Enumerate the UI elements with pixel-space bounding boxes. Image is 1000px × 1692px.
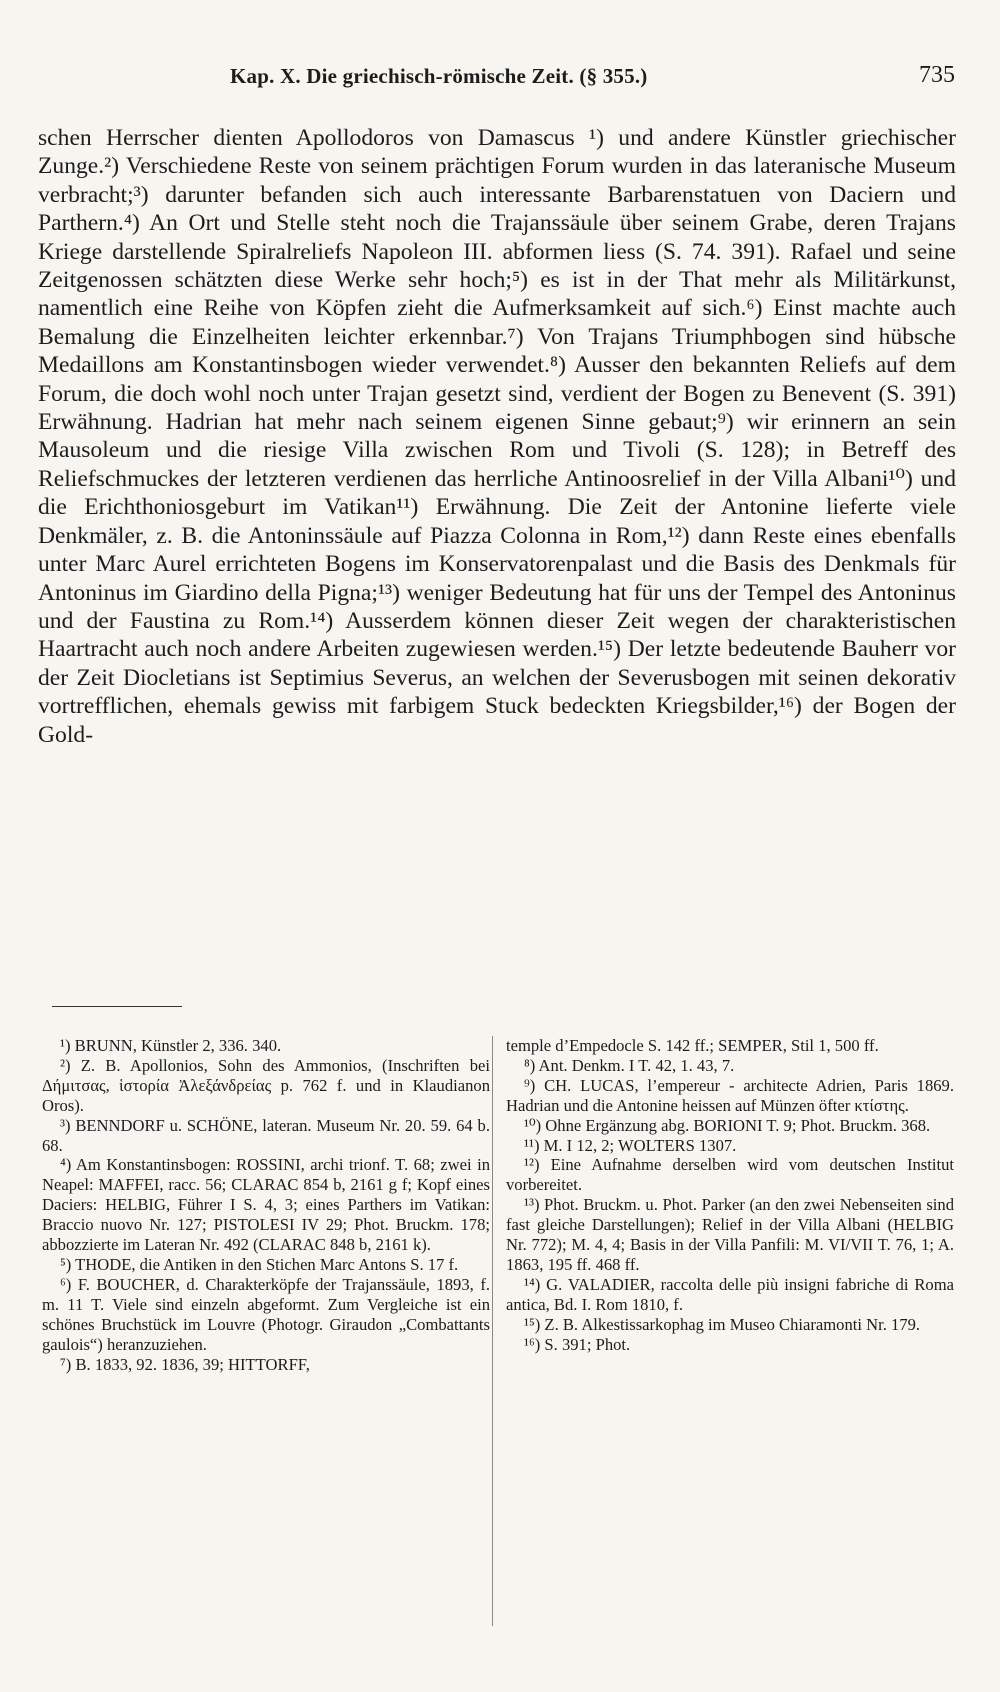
footnote-16: ¹⁶) S. 391; Phot. [524, 1334, 631, 1354]
footnote-9: ⁹) CH. LUCAS, l’empereur - architecte Adrien, Paris 1869. Hadrian und die Antonine heissen auf Münzen öfter κτίστης. [506, 1075, 954, 1115]
footnote-7: ⁷) B. 1833, 92. 1836, 39; HITTORFF, [60, 1354, 310, 1374]
footnote-12: ¹²) Eine Aufnahme derselben wird vom deutschen Institut vorbereitet. [506, 1155, 954, 1195]
footnotes-right-column [506, 1036, 954, 1355]
running-head: Kap. X. Die griechisch-römische Zeit. (§ 355.) [230, 64, 648, 88]
footnote-1: ¹) BRUNN, Künstler 2, 336. 340. [60, 1036, 282, 1055]
page-number: 735 [919, 62, 955, 88]
main-paragraph: schen Herrscher dienten Apollodoros von Damascus ¹) und andere Künstler griechischer Zunge.²) Verschiedene Reste von seinem prächtigen Forum wurden in das lateranische Museum verbracht;³) darunter befanden sich auch interessante Barbarenstatuen von Daciern und Parthern.⁴) An Ort und Stelle steht noch die Trajanssäule über seinem Grabe, deren Trajans Kriege darstellende Spiralreliefs Napoleon III. abformen liess (S. 74. 391). Rafael und seine Zeitgenossen schätzten diese Werke sehr hoch;⁵) es ist in der That mehr als Militärkunst, namentlich eine Reihe von Köpfen zieht die Aufmerksamkeit auf sich.⁶) Einst machte auch Bemalung die Einzelheiten leichter erkennbar.⁷) Von Trajans Triumphbogen sind hübsche Medaillons am Konstantinsbogen wieder verwendet.⁸) Ausser den bekannten Reliefs auf dem Forum, die doch wohl noch unter Trajan gesetzt sind, verdient der Bogen zu Benevent (S. 391) Erwähnung. Hadrian hat mehr nach seinem eigenen Sinne gebaut;⁹) wir erinnern an sein Mausoleum und die riesige Villa zwischen Rom und Tivoli (S. 128); in Betreff des Reliefschmuckes der letzteren verdienen das herrliche Antinoosrelief in der Villa Albani¹⁰) und die Erichthoniosgeburt im Vatikan¹¹) Erwähnung. Die Zeit der Antonine lieferte viele Denkmäler, z. B. die Antoninssäule auf Piazza Colonna in Rom,¹²) dann Reste eines ebenfalls unter Marc Aurel errichteten Bogens im Konservatorenpalast und die Basis des Denkmals für Antoninus im Giardino della Pigna;¹³) weniger Bedeutung hat für uns der Tempel des Antoninus und der Faustina zu Rom.¹⁴) Ausserdem können dieser Zeit wegen der charakteristischen Haartracht auch noch andere Arbeiten zugewiesen werden.¹⁵) Der letzte bedeutende Bauherr vor der Zeit Diocletians ist Septimius Severus, an welchen der Severusbogen mit seinen dekorativ vortrefflichen, ehemals gewiss mit farbigem Stuck bedeckten Kriegsbilder,¹⁶) der Bogen der Gold- [38, 125, 956, 748]
footnote-15: ¹⁵) Z. B. Alkestissarkophag im Museo Chiaramonti Nr. 179. [524, 1314, 921, 1334]
footnote-2: ²) Z. B. Apollonios, Sohn des Ammonios, (Inschriften bei Δήμιτσας, ἱστορία Ἀλεξάνδρείας p. 762 f. und in Klaudianon Oros). [42, 1055, 490, 1115]
footnote-14: ¹⁴) G. VALADIER, raccolta delle più insigni fabriche di Roma antica, Bd. I. Rom 1810, f. [506, 1274, 954, 1314]
footnote-10: ¹⁰) Ohne Ergänzung abg. BORIONI T. 9; Phot. Bruckm. 368. [524, 1115, 931, 1135]
footnote-5: ⁵) THODE, die Antiken in den Stichen Marc Antons S. 17 f. [60, 1254, 459, 1274]
footnote-8: ⁸) Ant. Denkm. I T. 42, 1. 43, 7. [524, 1055, 735, 1075]
footnote-separator [52, 1006, 182, 1007]
footnote-11: ¹¹) M. I 12, 2; WOLTERS 1307. [524, 1135, 737, 1155]
page-header [38, 62, 958, 102]
footnote-13: ¹³) Phot. Bruckm. u. Phot. Parker (an den zwei Nebenseiten sind fast gleiche Darstellungen); Relief in der Villa Albani (HELBIG Nr. 772); M. 4, 4; Basis in der Villa Panfili: M. VI/VII T. 76, 1; A. 1863, 195 ff. 468 ff. [506, 1195, 954, 1274]
footnote-6: ⁶) F. BOUCHER, d. Charakterköpfe der Trajanssäule, 1893, f. m. 11 T. Viele sind einzeln abgeformt. Zum Vergleiche ist ein schönes Bruchstück im Louvre (Photogr. Giraudon „Combattants gaulois“) heranzuziehen. [42, 1274, 490, 1354]
footnote-7-continued: temple d’Empedocle S. 142 ff.; SEMPER, Stil 1, 500 ff. [506, 1036, 879, 1055]
footnote-3: ³) BENNDORF u. SCHÖNE, lateran. Museum Nr. 20. 59. 64 b. 68. [42, 1115, 490, 1155]
footnotes-left-column [42, 1036, 490, 1374]
column-divider [492, 1036, 493, 1626]
footnote-4: ⁴) Am Konstantinsbogen: ROSSINI, archi trionf. T. 68; zwei in Neapel: MAFFEI, racc. 56; CLARAC 854 b, 2161 g f; Kopf eines Daciers: HELBIG, Führer I S. 4, 3; eines Parthers im Vatikan: Braccio nuovo Nr. 127; PISTOLESI IV 29; Phot. Bruckm. 178; abbozzierte im Lateran Nr. 492 (CLARAC 848 b, 2161 k). [42, 1155, 490, 1255]
